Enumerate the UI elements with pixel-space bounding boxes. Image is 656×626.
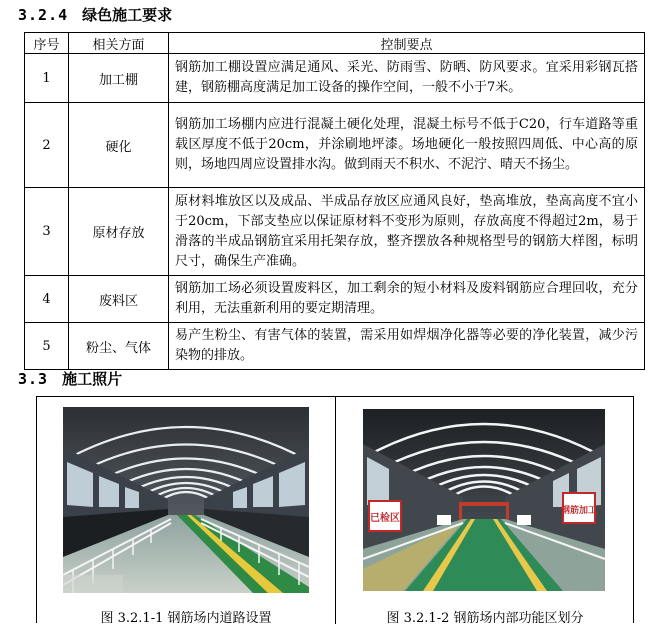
table-row — [25, 276, 645, 323]
row-num: 5 — [25, 323, 69, 370]
photo-table — [36, 396, 634, 626]
row-aspect: 原材存放 — [69, 188, 169, 276]
row-control: 钢筋加工场必须设置废料区，加工剩余的短小材料及废料钢筋应合理回收，充分利用，无法重新利用的要定期清理。 — [169, 276, 645, 323]
section-title: 绿色施工要求 — [82, 6, 173, 24]
section-heading-3-2-4 — [18, 4, 172, 25]
row-aspect: 粉尘、气体 — [69, 323, 169, 370]
row-num: 4 — [25, 276, 69, 323]
row-aspect: 废料区 — [69, 276, 169, 323]
table-header-row — [25, 33, 645, 54]
row-num: 1 — [25, 54, 69, 103]
header-num: 序号 — [25, 33, 69, 54]
row-num: 2 — [25, 103, 69, 188]
photo-functional-zones — [363, 409, 605, 591]
row-aspect: 加工棚 — [69, 54, 169, 103]
header-aspect: 相关方面 — [69, 33, 169, 54]
row-aspect: 硬化 — [69, 103, 169, 188]
sign-rebar-processing: 钢筋加工 — [560, 506, 598, 516]
section-title: 施工照片 — [62, 370, 123, 388]
row-num: 3 — [25, 188, 69, 276]
section-heading-3-3 — [18, 368, 122, 389]
sign-finished-area: 已检区 — [370, 513, 400, 524]
table-row — [25, 323, 645, 370]
table-row — [25, 188, 645, 276]
photo-caption: 图 3.2.1-1 钢筋场内道路设置 — [100, 611, 272, 626]
photo-workshop-road — [63, 407, 309, 593]
header-control: 控制要点 — [169, 33, 645, 54]
row-control: 钢筋加工场棚内应进行混凝土硬化处理，混凝土标号不低于C20，行车道路等重载区厚度不低于20cm，并涂刷地坪漆。场地硬化一般按照四周低、中心高的原则，场地四周应设置排水沟。做到雨天不积水、不泥泞、晴天不扬尘。 — [169, 103, 645, 188]
section-number: 3.3 — [18, 370, 49, 388]
photo-caption: 图 3.2.1-2 钢筋场内部功能区划分 — [386, 611, 584, 626]
requirements-table — [24, 32, 645, 370]
table-row — [25, 54, 645, 103]
row-control: 钢筋加工棚设置应满足通风、采光、防雨雪、防晒、防风要求。宜采用彩钢瓦搭建，钢筋棚高度满足加工设备的操作空间，一般不小于7米。 — [169, 54, 645, 103]
section-number: 3.2.4 — [18, 6, 69, 24]
row-control: 易产生粉尘、有害气体的装置，需采用如焊烟净化器等必要的净化装置，减少污染物的排放。 — [169, 323, 645, 370]
row-control: 原材料堆放区以及成品、半成品存放区应通风良好，垫高堆放，垫高高度不宜小于20cm，下部支垫应以保证原材料不变形为原则，存放高度不得超过2m，易于滑落的半成品钢筋宜采用托架存放，整齐摆放各种规格型号的钢筋大样图，标明尺寸，确保生产准确。 — [169, 188, 645, 276]
photo-divider — [335, 397, 336, 624]
table-row — [25, 103, 645, 188]
